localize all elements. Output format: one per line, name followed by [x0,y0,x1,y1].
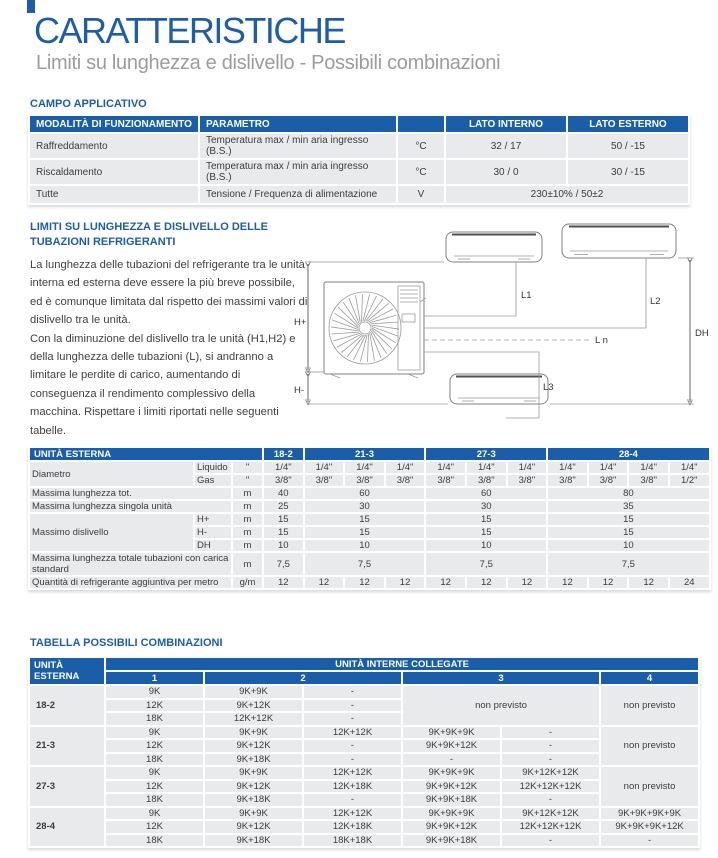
limiti-heading-line1: LIMITI SU LUNGHEZZA E DISLIVELLO DELLE [30,221,268,233]
combination-cell: non previsto [601,727,698,766]
page-subtitle: Limiti su lunghezza e dislivello - Possibili combinazioni [36,52,501,74]
combination-cell: - [304,794,401,806]
table-cell: 10 [548,540,708,551]
page-title: CARATTERISTICHE [34,10,345,51]
row-label: Diametro [30,462,193,486]
unit-cell: m [233,514,262,525]
combination-cell: 12K+12K [304,808,401,820]
combination-cell: 9K+9K+12K [403,781,500,793]
campo-data-row [30,134,688,158]
combination-cell: 9K+9K+9K+9K [601,808,698,820]
esterna-data-row [30,553,709,575]
table-cell: 1/4" [670,462,709,473]
combos-data-row [30,754,698,766]
limiti-paragraph-1: La lunghezza delle tubazioni del refrigerante tra le unità interna ed esterna deve essere la più breve possibile, ed è comunque limitata dal rispetto dei massimi valori di dislivello tra le unità. [30,259,308,327]
combination-cell: 18K [106,754,203,766]
unit-cell: m [233,488,262,499]
table-cell: 1/4" [508,462,547,473]
campo-applicativo-table [28,114,690,205]
section-heading-campo-applicativo: CAMPO APPLICATIVO [30,98,147,110]
model-group-header: 21-3 [305,448,425,460]
table-cell: 12 [508,577,547,588]
combination-cell: 9K+18K [205,794,302,806]
table-cell: 30 [426,501,546,512]
table-cell: °C [398,134,444,158]
outdoor-unit-drawing [324,282,426,378]
table-cell: 60 [426,488,546,499]
table-cell: 1/4" [589,462,628,473]
outdoor-model-label: 28-4 [30,808,104,847]
limiti-heading-line2: TUBAZIONI REFRIGERANTI [30,236,176,248]
combination-cell: 9K+12K [205,781,302,793]
table-cell: 3/8" [629,475,668,486]
combination-cell: - [502,754,599,766]
row-sublabel: DH [195,540,231,551]
unit-cell: m [233,540,262,551]
table-cell: 1/4" [305,462,344,473]
combination-cell: 9K+18K [205,835,302,847]
combination-cell: 9K+12K+12K [502,808,599,820]
combination-cell: 9K+9K+12K [403,740,500,752]
combination-cell: 9K+9K+9K [403,767,500,779]
esterna-data-row [30,501,709,512]
column-header: PARAMETRO [200,116,396,132]
combination-cell: 9K+9K+9K+12K [601,821,698,833]
combination-cell: 9K+9K [205,767,302,779]
table-cell: 10 [264,540,303,551]
piping-diagram [294,216,714,434]
table-cell: 3/8" [386,475,425,486]
combos-data-row [30,740,698,752]
combination-cell: non previsto [403,686,599,725]
count-header: 3 [403,672,599,684]
label-ln: L n [595,335,608,346]
table-cell: 7,5 [426,553,546,575]
combos-data-row [30,767,698,779]
section-heading-combinazioni: TABELLA POSSIBILI COMBINAZIONI [30,637,223,649]
dimension-lines [308,258,694,404]
combos-data-row [30,835,698,847]
table-cell: 50 / -15 [568,134,688,158]
column-header [398,116,444,132]
table-cell: 15 [426,514,546,525]
unit-cell: m [233,501,262,512]
combination-cell: 12K+12K+12K [502,781,599,793]
combination-cell: 9K+12K [205,740,302,752]
table-cell: 80 [548,488,708,499]
table-cell: 3/8" [345,475,384,486]
combination-cell: - [502,740,599,752]
combos-data-row [30,781,698,793]
combination-cell: 9K+9K+9K [403,727,500,739]
table-cell: 7,5 [548,553,708,575]
unita-esterna-table [28,446,711,590]
combination-cell: 18K+18K [304,835,401,847]
combination-cell: 9K+12K [205,821,302,833]
combos-data-row [30,794,698,806]
table-cell: Tensione / Frequenza di alimentazione [200,186,396,203]
table-cell: 3/8" [264,475,303,486]
combination-cell: 9K+9K+18K [403,794,500,806]
combos-data-row [30,686,698,698]
combination-cell: - [304,713,401,725]
table-cell: 1/4" [426,462,465,473]
combination-cell: 12K+12K [304,727,401,739]
column-header: MODALITÀ DI FUNZIONAMENTO [30,116,198,132]
top-header-cell: UNITÀ INTERNE COLLEGATE [106,658,698,670]
table-cell: 1/4" [386,462,425,473]
combination-cell: 9K [106,686,203,698]
table-cell: 15 [426,527,546,538]
table-cell: 3/8" [467,475,506,486]
table-cell: 230±10% / 50±2 [446,186,688,203]
table-cell: Temperatura max / min aria ingresso (B.S.) [200,134,396,158]
combination-cell: - [304,754,401,766]
table-corner-cell: UNITÀ ESTERNA [30,658,104,684]
combination-cell: - [304,700,401,712]
campo-data-row [30,186,688,203]
combination-cell: 18K [106,794,203,806]
combination-cell: 9K+12K+12K [502,767,599,779]
table-cell: Temperatura max / min aria ingresso (B.S.) [200,160,396,184]
combination-cell: 12K+12K [304,767,401,779]
table-cell: 1/4" [467,462,506,473]
combination-cell: 12K [106,821,203,833]
table-cell: 12 [548,577,587,588]
combination-cell: 9K+9K [205,808,302,820]
combinazioni-table [28,656,700,848]
esterna-header-row [30,448,709,460]
table-cell: V [398,186,444,203]
count-header: 4 [601,672,698,684]
label-h-minus: H- [294,385,305,396]
limiti-paragraph-2: Con la diminuzione del dislivello tra le unità (H1,H2) e della lunghezza delle tubazioni (L), si andranno a limitare le perdite di carico, aumentando di conseguenza il rendimento complessivo della macchina. Rispettare i limiti riportati nelle seguenti tabelle. [30,332,296,437]
outdoor-model-label: 27-3 [30,767,104,806]
unit-cell: " [233,475,262,486]
table-cell: 3/8" [305,475,344,486]
combos-data-row [30,727,698,739]
row-sublabel: Liquido [195,462,231,473]
table-cell: Raffreddamento [30,134,198,158]
table-cell: 15 [305,514,425,525]
combination-cell: 9K [106,767,203,779]
table-cell: 12 [467,577,506,588]
combination-cell: - [403,754,500,766]
combination-cell: 9K+9K [205,727,302,739]
combination-cell: 12K+12K+12K [502,821,599,833]
table-cell: 24 [670,577,709,588]
combination-cell: 9K [106,727,203,739]
table-cell: 12 [386,577,425,588]
unit-cell: m [233,527,262,538]
table-cell: 7,5 [305,553,425,575]
combination-cell: 18K [106,713,203,725]
table-cell: 30 [305,501,425,512]
label-l1: L1 [521,290,532,301]
combos-header-row-1 [30,658,698,670]
combination-cell: 9K+18K [205,754,302,766]
combination-cell: 9K+12K [205,700,302,712]
table-cell: 15 [264,514,303,525]
campo-header-row [30,116,688,132]
table-cell: 1/4" [264,462,303,473]
row-label: Quantità di refrigerante aggiuntiva per metro [30,577,231,588]
label-h-plus: H+ [294,317,307,328]
table-cell: 12 [589,577,628,588]
limiti-paragraphs [30,256,308,440]
table-cell: 25 [264,501,303,512]
combination-cell: 12K [106,700,203,712]
count-header: 2 [205,672,401,684]
combination-cell: non previsto [601,686,698,725]
table-cell: 1/2" [670,475,709,486]
combination-cell: 12K [106,740,203,752]
table-cell: 12 [264,577,303,588]
table-cell: 60 [305,488,425,499]
table-title-cell: UNITÀ ESTERNA [30,448,262,460]
campo-data-row [30,160,688,184]
fan-icon [331,294,399,362]
table-cell: 3/8" [589,475,628,486]
row-label: Massimo dislivello [30,514,193,551]
combination-cell: - [601,835,698,847]
table-cell: 7,5 [264,553,303,575]
unit-cell: " [233,462,262,473]
combination-cell: 9K+9K+18K [403,835,500,847]
combination-cell: 9K+9K [205,686,302,698]
esterna-data-row [30,514,709,525]
table-cell: 1/4" [548,462,587,473]
combination-cell: 12K [106,781,203,793]
combination-cell: - [502,835,599,847]
label-dh: DH [695,328,709,339]
table-cell: 12 [426,577,465,588]
row-label: Massima lunghezza singola unità [30,501,231,512]
table-cell: 15 [305,527,425,538]
indoor-unit-3 [450,374,548,404]
table-cell: 12 [305,577,344,588]
row-label: Massima lunghezza totale tubazioni con carica standard [30,553,231,575]
combination-cell: non previsto [601,767,698,806]
table-cell: 35 [548,501,708,512]
table-cell: 30 / -15 [568,160,688,184]
unit-cell: g/m [233,577,262,588]
table-cell: 15 [264,527,303,538]
combination-cell: 12K+18K [304,821,401,833]
esterna-data-row [30,462,709,473]
table-cell: 3/8" [426,475,465,486]
combos-data-row [30,808,698,820]
table-cell: 15 [548,514,708,525]
combination-cell: 9K [106,808,203,820]
row-sublabel: H+ [195,514,231,525]
section-heading-limiti [30,220,320,250]
table-cell: 3/8" [508,475,547,486]
table-cell: 30 / 0 [446,160,566,184]
table-cell: Riscaldamento [30,160,198,184]
table-cell: Tutte [30,186,198,203]
table-cell: 12 [345,577,384,588]
combination-cell: 18K [106,835,203,847]
outdoor-model-label: 18-2 [30,686,104,725]
model-group-header: 18-2 [264,448,303,460]
combination-cell: 9K+9K+9K [403,808,500,820]
esterna-data-row [30,577,709,588]
table-cell: 10 [426,540,546,551]
table-cell: 40 [264,488,303,499]
model-group-header: 27-3 [426,448,546,460]
row-label: Massima lunghezza tot. [30,488,231,499]
table-cell: 3/8" [548,475,587,486]
combination-cell: 12K+12K [205,713,302,725]
combination-cell: - [304,686,401,698]
row-sublabel: Gas [195,475,231,486]
combos-data-row [30,821,698,833]
label-l2: L2 [650,296,661,307]
label-l3: L3 [543,382,554,393]
outdoor-model-label: 21-3 [30,727,104,766]
combination-cell: - [502,727,599,739]
table-cell: 12 [629,577,668,588]
combination-cell: 12K+18K [304,781,401,793]
column-header: LATO ESTERNO [568,116,688,132]
model-group-header: 28-4 [548,448,708,460]
count-header: 1 [106,672,203,684]
row-sublabel: H- [195,527,231,538]
indoor-unit-1 [446,232,542,262]
table-cell: 32 / 17 [446,134,566,158]
combos-header-row-2 [30,672,698,684]
combination-cell: - [304,740,401,752]
table-cell: °C [398,160,444,184]
column-header: LATO INTERNO [446,116,566,132]
unit-cell: m [233,553,262,575]
combination-cell: - [502,794,599,806]
table-cell: 1/4" [345,462,384,473]
indoor-unit-2 [562,224,676,258]
table-cell: 15 [548,527,708,538]
refrigerant-pipes [424,258,646,418]
table-cell: 10 [305,540,425,551]
esterna-data-row [30,488,709,499]
table-cell: 1/4" [629,462,668,473]
combination-cell: 9K+9K+12K [403,821,500,833]
